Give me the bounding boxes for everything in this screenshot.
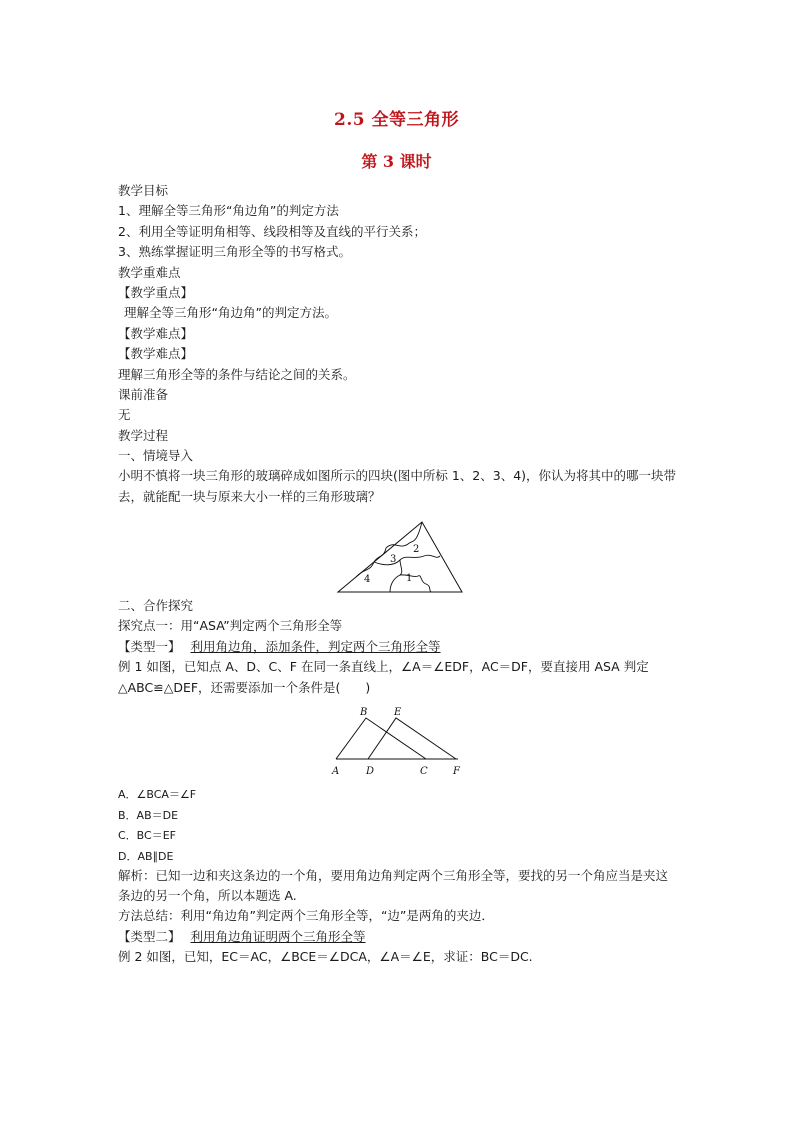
broken-glass-figure — [336, 520, 464, 595]
type2-line — [118, 927, 678, 947]
crack-line — [356, 548, 386, 577]
example2-text: 例 2 如图，已知，EC＝AC，∠BCE＝∠DCA，∠A＝∠E，求证：BC＝DC. — [118, 949, 533, 965]
key-point-label: 【教学重点】 — [118, 284, 194, 300]
difficulty-text: 理解三角形全等的条件与结论之间的关系。 — [118, 366, 356, 382]
objective-item: 2、利用全等证明角相等、线段相等及直线的平行关系； — [118, 223, 426, 239]
main-content — [118, 181, 678, 507]
point-label-d: D — [366, 766, 375, 777]
piece-label-4: 4 — [364, 574, 371, 585]
point-label-c: C — [420, 766, 428, 777]
type2-title: 利用角边角证明两个三角形全等 — [190, 928, 366, 944]
type1-label: 【类型一】 — [118, 638, 181, 654]
option-a: A．∠BCA＝∠F — [118, 788, 197, 801]
objective-item: 3、熟练掌握证明三角形全等的书写格式。 — [118, 244, 351, 260]
method-summary: 方法总结：利用“角边角”判定两个三角形全等，“边”是两角的夹边． — [118, 908, 494, 924]
example1-line2: △ABC≌△DEF，还需要添加一个条件是( ) — [118, 679, 371, 695]
objectives-heading: 教学目标 — [118, 183, 169, 198]
option-c: C．BC＝EF — [118, 829, 176, 843]
process-heading: 教学过程 — [118, 427, 169, 443]
type2-label: 【类型二】 — [118, 928, 181, 944]
crack-line — [400, 575, 432, 592]
point-label-b: B — [360, 707, 368, 718]
type1-title: 利用角边角，添加条件，判定两个三角形全等 — [190, 638, 441, 654]
lesson-subtitle: 第 3 课时 — [361, 152, 432, 171]
difficulty-label: 【教学难点】 — [118, 325, 194, 341]
explore-point: 探究点一：用“ASA”判定两个三角形全等 — [118, 618, 343, 634]
objective-item: 1、理解全等三角形“角边角”的判定方法 — [118, 203, 339, 219]
page-title: 2.5 全等三角形 — [334, 110, 459, 130]
key-point-text: 理解全等三角形“角边角”的判定方法。 — [124, 305, 337, 321]
type1-line — [118, 637, 678, 657]
section2 — [118, 596, 678, 698]
triangles-figure — [326, 705, 466, 777]
example1-line1: 例 1 如图，已知点 A、D、C、F 在同一条直线上，∠A＝∠EDF，AC＝DF，要直接用 ASA 判定 — [118, 659, 649, 675]
piece-label-2: 2 — [413, 544, 420, 555]
option-b: B．AB＝DE — [118, 808, 179, 822]
difficulty-label: 【教学难点】 — [118, 346, 194, 362]
key-heading: 教学重难点 — [118, 264, 181, 280]
piece-label-1: 1 — [406, 573, 413, 584]
point-label-f: F — [453, 766, 460, 777]
triangle-outline — [338, 522, 462, 592]
point-label-a: A — [332, 766, 340, 777]
section1-heading: 一、情境导入 — [118, 448, 194, 464]
piece-label-3: 3 — [390, 554, 397, 565]
triangle-def — [368, 718, 456, 759]
crack-line — [374, 555, 440, 565]
point-label-e: E — [394, 707, 402, 718]
prep-text: 无 — [118, 407, 131, 423]
prep-heading: 课前准备 — [118, 386, 169, 402]
triangle-abc — [336, 718, 426, 759]
answer-options — [118, 785, 196, 867]
intro-text: 小明不慎将一块三角形的玻璃碎成如图所示的四块(图中所标 1、2、3、4)，你认为将其中的哪一块带去，就能配一块与原来大小一样的三角形玻璃？ — [118, 468, 677, 504]
analysis-text: 解析：已知一边和夹这条边的一个角，要用角边角判定两个三角形全等，要找的另一个角应当是夹这条边的另一个角，所以本题选 A. — [118, 868, 669, 904]
section2-heading: 二、合作探究 — [118, 598, 194, 613]
option-d: D．AB∥DE — [118, 849, 174, 863]
analysis-section — [118, 866, 678, 968]
